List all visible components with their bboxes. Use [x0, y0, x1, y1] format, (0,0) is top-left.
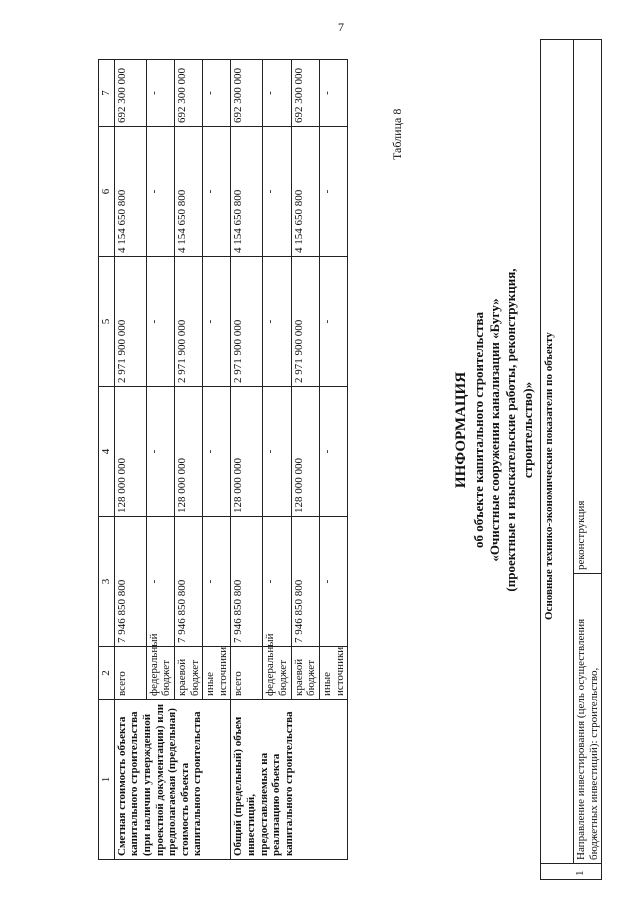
value-cell: 7 946 850 800 — [231, 517, 263, 647]
row-number: 1 — [574, 870, 586, 876]
value-cell: - — [203, 517, 231, 647]
value-cell: 2 971 900 000 — [114, 257, 146, 387]
value-cell: 2 971 900 000 — [231, 257, 263, 387]
value-cell: 7 946 850 800 — [174, 517, 202, 647]
value-cell: 4 154 650 800 — [114, 127, 146, 257]
table-row — [574, 40, 602, 880]
funding-source: всего — [114, 647, 146, 700]
value-cell: - — [320, 60, 348, 127]
value-cell: - — [203, 60, 231, 127]
value-cell: 128 000 000 — [114, 387, 146, 517]
continuation-table-wrapper — [98, 60, 348, 860]
value-cell: - — [203, 387, 231, 517]
value-cell: 7 946 850 800 — [114, 517, 146, 647]
value-cell: 692 300 000 — [231, 60, 263, 127]
value-cell: - — [146, 517, 174, 647]
value-cell: - — [146, 60, 174, 127]
column-number: 1 — [99, 700, 115, 860]
value-cell: 128 000 000 — [291, 387, 319, 517]
column-number: 6 — [99, 127, 115, 257]
value-cell: - — [263, 387, 291, 517]
funding-source: краевой бюджет — [291, 647, 319, 700]
page-number: 7 — [338, 20, 344, 34]
funding-source: всего — [231, 647, 263, 700]
value-cell: - — [320, 387, 348, 517]
column-number: 2 — [99, 647, 115, 700]
value-cell: - — [146, 257, 174, 387]
value-cell: 4 154 650 800 — [174, 127, 202, 257]
funding-source: иные источники — [203, 647, 231, 700]
value-cell: 692 300 000 — [291, 60, 319, 127]
value-cell: - — [146, 127, 174, 257]
row-value: реконструкция — [574, 40, 602, 574]
value-cell: 2 971 900 000 — [291, 257, 319, 387]
value-cell: - — [320, 127, 348, 257]
value-cell: - — [203, 257, 231, 387]
value-cell: - — [146, 387, 174, 517]
value-cell: 4 154 650 800 — [291, 127, 319, 257]
funding-source: федеральный бюджет — [263, 647, 291, 700]
value-cell: 4 154 650 800 — [231, 127, 263, 257]
heading-line: «Очистные сооружения канализации «Бугу» — [487, 298, 502, 562]
heading-title: ИНФОРМАЦИЯ — [453, 371, 469, 489]
column-number: 7 — [99, 60, 115, 127]
table-row — [114, 60, 146, 860]
column-number: 4 — [99, 387, 115, 517]
value-cell: 692 300 000 — [114, 60, 146, 127]
info-heading — [452, 230, 536, 630]
table8-wrapper — [540, 40, 602, 880]
value-cell: 7 946 850 800 — [291, 517, 319, 647]
table8 — [540, 39, 602, 880]
table-label: Таблица 8 — [390, 108, 404, 160]
value-cell: - — [263, 257, 291, 387]
table8-subtitle: Основные технико-экономические показатели по объекту — [543, 332, 555, 620]
funding-source: иные источники — [320, 647, 348, 700]
value-cell: - — [263, 127, 291, 257]
column-number: 3 — [99, 517, 115, 647]
value-cell: - — [320, 257, 348, 387]
value-cell: - — [203, 127, 231, 257]
group-label: Сметная стоимость объекта капитального строительства (при наличии утвержденной проектной документации) или предполагаемая (предельная) стоимость объекта капитального строительства — [114, 700, 231, 860]
table-row — [231, 60, 263, 860]
table-row — [541, 40, 574, 880]
value-cell: 2 971 900 000 — [174, 257, 202, 387]
continuation-table — [98, 59, 348, 860]
value-cell: - — [263, 517, 291, 647]
funding-source: краевой бюджет — [174, 647, 202, 700]
row-label: Направление инвестирования (цель осуществления бюджетных инвестиций): строительство, — [574, 574, 602, 864]
funding-source: федеральный бюджет — [146, 647, 174, 700]
value-cell: 692 300 000 — [174, 60, 202, 127]
heading-line: (проектные и изыскательские работы, реконструкция, строительство)» — [503, 268, 535, 592]
heading-line: об объекте капитального строительства — [470, 312, 486, 548]
value-cell: - — [263, 60, 291, 127]
column-number-row — [99, 60, 115, 860]
value-cell: 128 000 000 — [174, 387, 202, 517]
value-cell: - — [320, 517, 348, 647]
value-cell: 128 000 000 — [231, 387, 263, 517]
column-number: 5 — [99, 257, 115, 387]
group-label: Общий (предельный) объем инвестиций, предоставляемых на реализацию объекта капитального строительства — [231, 700, 348, 860]
